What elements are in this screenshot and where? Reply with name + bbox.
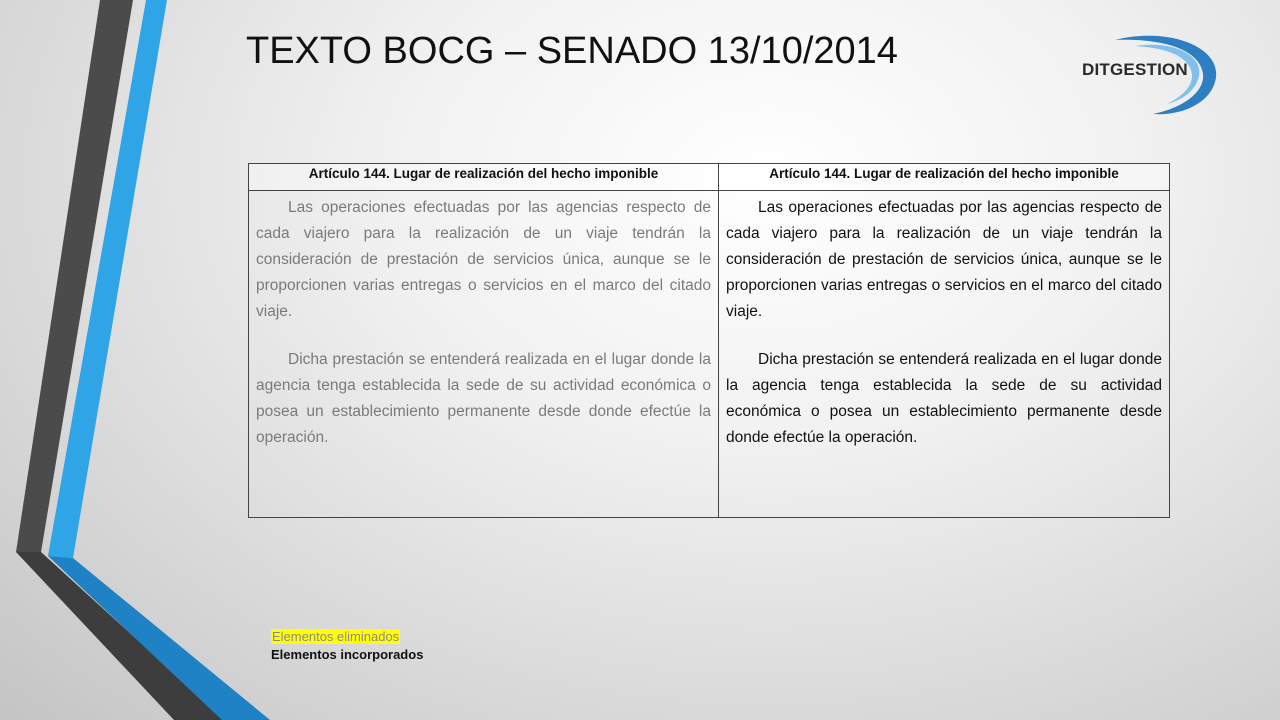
table-body-row (249, 191, 1170, 518)
dark-stripe-lower (16, 552, 225, 720)
right-column-header: Artículo 144. Lugar de realización del hecho imponible (719, 164, 1170, 191)
legend (271, 628, 423, 664)
legend-deleted: Elementos eliminados (272, 629, 400, 644)
left-column-header: Artículo 144. Lugar de realización del hecho imponible (249, 164, 719, 191)
right-paragraph-1: Las operaciones efectuadas por las agencias respecto de cada viajero para la realización de un viaje tendrán la consideración de prestación de servicios única, aunque se le proporcionen varias entregas o servicios en el marco del citado viaje. (726, 199, 1162, 320)
left-paragraph-2: Dicha prestación se entenderá realizada en el lugar donde la agencia tenga establecida la sede de su actividad económica o posea un establecimiento permanente desde donde efectúe la operación. (256, 351, 711, 446)
right-text-cell (719, 191, 1170, 518)
left-paragraph-1: Las operaciones efectuadas por las agencias respecto de cada viajero para la realización de un viaje tendrán la consideración de prestación de servicios única, aunque se le proporcionen varias entregas o servicios en el marco del citado viaje. (256, 199, 711, 320)
comparison-table (248, 163, 1170, 518)
right-paragraph-2: Dicha prestación se entenderá realizada en el lugar donde la agencia tenga establecida la sede de su actividad económica o posea un establecimiento permanente desde donde efectúe la operación. (726, 351, 1162, 446)
slide-title: TEXTO BOCG – SENADO 13/10/2014 (246, 30, 898, 72)
table-header-row (249, 164, 1170, 191)
legend-added: Elementos incorporados (271, 647, 424, 662)
logo-text: DITGESTION (1082, 60, 1188, 79)
left-text-cell (249, 191, 719, 518)
